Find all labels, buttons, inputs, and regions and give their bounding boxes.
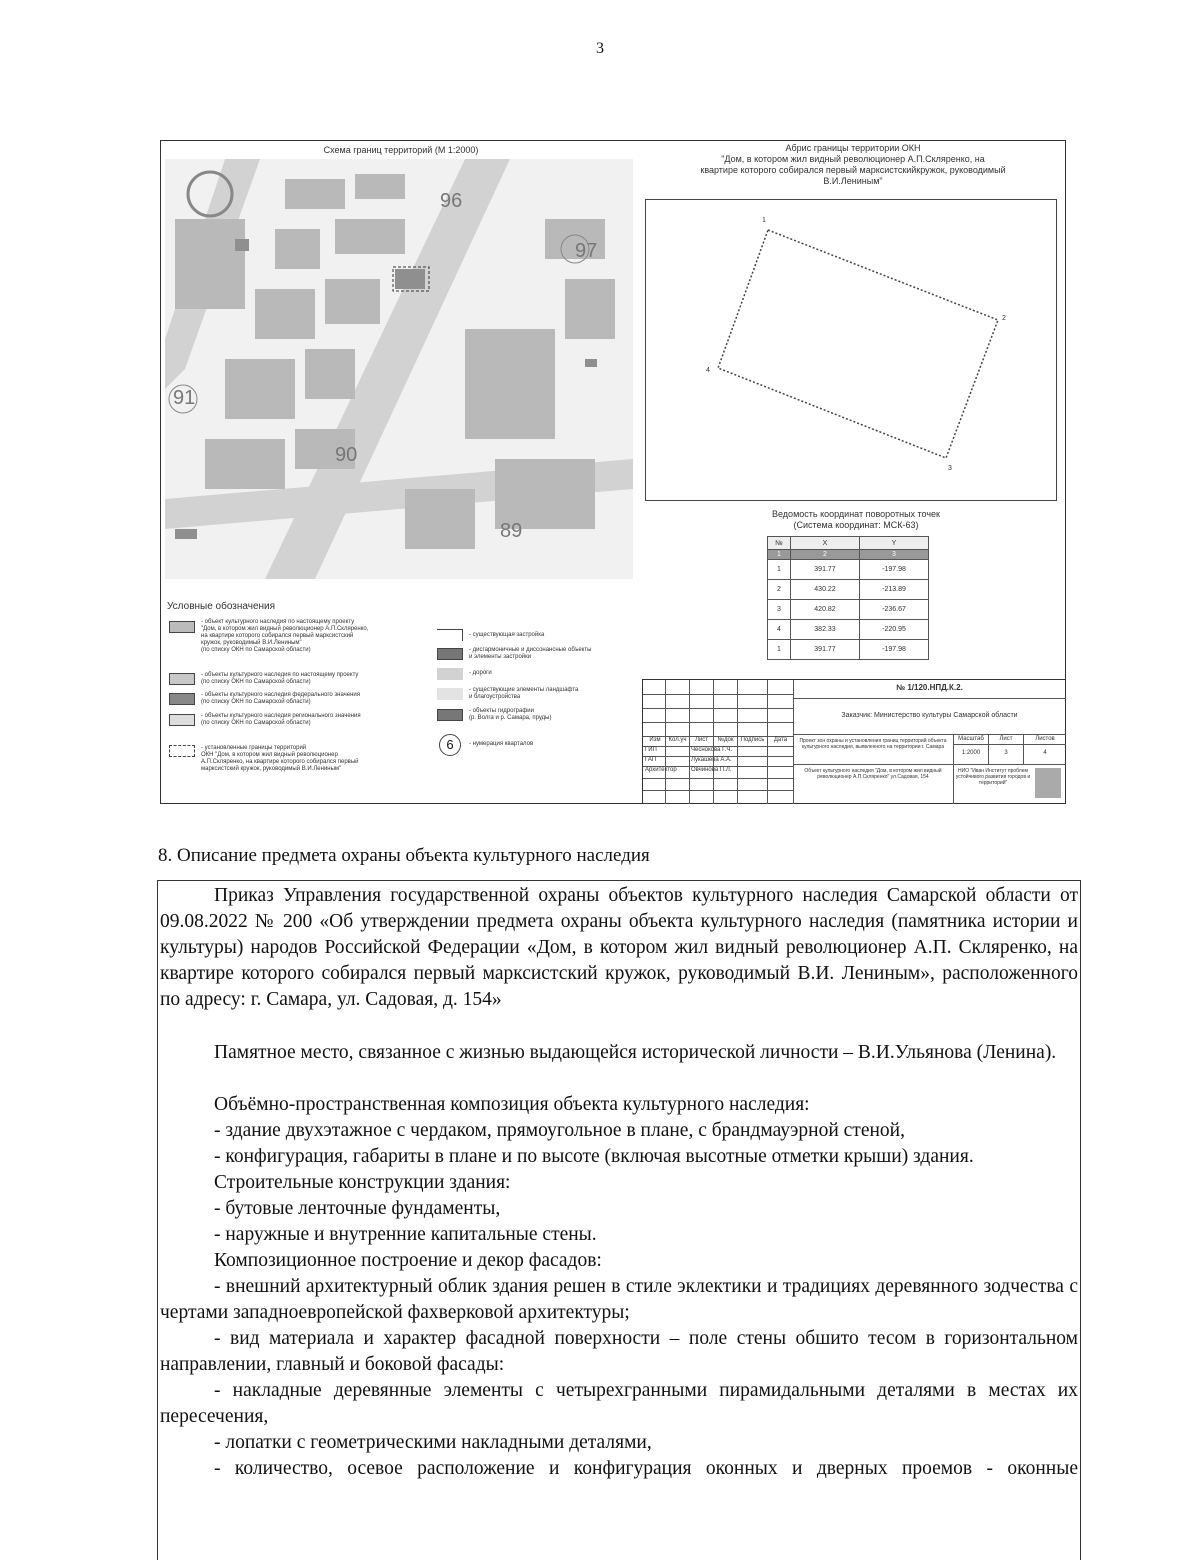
stamp-role: ГАП — [645, 757, 657, 763]
stamp-scale-label: Листов — [1035, 736, 1055, 742]
coords-title: Ведомость координат поворотных точек (Система координат: МСК-63) — [772, 509, 940, 530]
list-item: - бутовые ленточные фундаменты, — [214, 1198, 501, 1219]
coords-cell: 4 — [768, 620, 791, 640]
list-item: - вид материала и характер фасадной поверхности – поле стены обшито тесом в горизонтальном направлении, главный и боковой фасады: — [160, 1328, 1078, 1375]
map-label-90: 90 — [335, 444, 358, 466]
legend-swatch — [437, 668, 463, 680]
org-logo-icon — [1035, 768, 1061, 798]
coords-cell: -213.89 — [860, 580, 929, 600]
coords-colnum-cell: 1 — [768, 550, 791, 560]
legend-item: - дороги — [469, 670, 492, 676]
legend-item: - существующая застройка — [469, 632, 545, 638]
coords-cell: 420.82 — [791, 600, 860, 620]
stamp-col-header: Кол.уч — [668, 737, 687, 743]
point-label-4: 4 — [706, 367, 710, 374]
legend-item: - объекты культурного наследия федерального значения (по списку ОКН по Самарской области) — [201, 692, 361, 705]
coords-row — [768, 640, 929, 660]
boundary-polygon — [646, 200, 1056, 500]
coords-header-cell: Y — [860, 537, 929, 550]
coords-colnum-cell: 2 — [791, 550, 860, 560]
stamp-role: Архитектор — [645, 767, 677, 773]
list-item: - конфигурация, габариты в плане и по высоте (включая высотные отметки крыши) здания. — [214, 1146, 974, 1167]
order-paragraph: Приказ Управления государственной охраны объектов культурного наследия Самарской области от 09.08.2022 № 200 «Об утверждении предмета охраны объекта культурного наследия (памятника истории и культуры) народов Российской Федерации «Дом, в котором жил видный революционер А.П. Скляренко, на квартире которого собирался первый марксистский кружок, руководимый В.И. Лениным», расположенного по адресу: г. Самара, ул. Садовая, д. 154» — [160, 885, 1078, 1010]
stamp-org: НИО "Иван Институт проблем устойчивого развития городов и территорий" — [955, 768, 1031, 786]
coords-row — [768, 620, 929, 640]
stamp-col-header: Лист — [694, 737, 709, 743]
legend-swatch — [169, 745, 195, 757]
legend-swatch — [169, 714, 195, 726]
facade-heading: Композиционное построение и декор фасадов: — [214, 1250, 602, 1271]
legend-item: - существующие элементы ландшафта и благоустройства — [469, 687, 579, 700]
stamp-scale-value: 4 — [1043, 750, 1047, 756]
section-heading: 8. Описание предмета охраны объекта культурного наследия — [158, 845, 650, 866]
coords-cell: -220.95 — [860, 620, 929, 640]
stamp-customer: Заказчик: Министерство культуры Самарской области — [841, 712, 1018, 719]
legend-item: - объект культурного наследия по настоящему проекту "Дом, в котором жил видный революционер А.П.Скляренко, на квартире которого собирался первый марксистский кружок, руководимый В.И.Лениным" (по списку ОКН по Самарской области) — [201, 619, 369, 653]
legend-swatch — [169, 621, 195, 633]
legend-swatch — [437, 688, 463, 700]
map-label-89: 89 — [500, 520, 523, 542]
coords-cell: 430.22 — [791, 580, 860, 600]
coords-cell: 391.77 — [791, 560, 860, 580]
list-item: - внешний архитектурный облик здания решен в стиле эклектики и традициях деревянного зодчества с чертами западноевропейской фахверковой архитектуры; — [160, 1276, 1078, 1323]
memorial-paragraph: Памятное место, связанное с жизнью выдающейся исторической личности – В.И.Ульянова (Ленина). — [214, 1042, 1057, 1063]
stamp-col-header: Подпись — [740, 737, 765, 743]
list-item: - здание двухэтажное с чердаком, прямоугольное в плане, с брандмауэрной стеной, — [214, 1120, 905, 1141]
structures-heading: Строительные конструкции здания: — [214, 1172, 511, 1193]
page-number: 3 — [596, 40, 604, 57]
coords-row — [768, 580, 929, 600]
list-item: - накладные деревянные элементы с четырехгранными пирамидальными деталями в местах их пересечения, — [160, 1380, 1078, 1427]
stamp-person: Чеснокова Г.Ч. — [691, 747, 732, 753]
abris-plan — [645, 199, 1057, 501]
coords-cell: 1 — [768, 560, 791, 580]
point-label-1: 1 — [762, 217, 766, 224]
coords-cell: 3 — [768, 600, 791, 620]
coords-cell: 382.33 — [791, 620, 860, 640]
coords-cell: 2 — [768, 580, 791, 600]
map-label-97: 97 — [575, 240, 598, 262]
stamp-scale-value: 3 — [1004, 750, 1008, 756]
legend-swatch — [437, 629, 463, 641]
map-label-91: 91 — [173, 387, 196, 409]
composition-heading: Объёмно-пространственная композиция объекта культурного наследия: — [214, 1094, 810, 1115]
legend-title: Условные обозначения — [167, 601, 276, 612]
coords-cell: 1 — [768, 640, 791, 660]
coords-table — [767, 536, 929, 660]
site-map — [165, 159, 633, 579]
legend-item: - объекты гидрографии (р. Волга и р. Самара, пруды) — [469, 708, 552, 721]
stamp-col-header: Изм — [649, 737, 661, 743]
legend-swatch — [437, 648, 463, 660]
legend-item: - объекты культурного наследия по настоящему проекту (по списку ОКН по Самарской области) — [201, 672, 359, 685]
stamp-scale-label: Лист — [999, 736, 1013, 742]
stamp-object-desc: Объект культурного наследия "Дом, в котором жил видный революционер А.П.Скляренко" ул.Садовая, 154 — [804, 768, 942, 780]
stamp-scale-label: Масштаб — [958, 736, 984, 742]
coords-cell: -197.98 — [860, 640, 929, 660]
stamp-role: ГИП — [645, 747, 657, 753]
coords-cell: 391.77 — [791, 640, 860, 660]
list-item: - количество, осевое расположение и конфигурация оконных и дверных проемов - оконные — [214, 1458, 1078, 1479]
stamp-doc-code: № 1/120.НПД.К.2. — [896, 683, 963, 692]
coords-cell: -236.67 — [860, 600, 929, 620]
list-item: - лопатки с геометрическими накладными деталями, — [214, 1432, 652, 1453]
site-map-drawing — [165, 159, 633, 579]
coords-colnum-cell: 3 — [860, 550, 929, 560]
coords-row — [768, 600, 929, 620]
point-label-2: 2 — [1002, 315, 1006, 322]
legend-item: - дисгармоничные и диссонансные объекты и элементы застройки — [469, 647, 592, 660]
coords-header-cell: X — [791, 537, 860, 550]
map-title: Схема границ территорий (М 1:2000) — [323, 145, 479, 155]
legend-item: - нумерация кварталов — [469, 741, 534, 747]
title-block — [642, 679, 1066, 804]
legend-swatch — [169, 693, 195, 705]
legend-item: - объекты культурного наследия регионального значения (по списку ОКН по Самарской области) — [201, 713, 361, 726]
abris-title: Абрис границы территории ОКН "Дом, в котором жил видный революционер А.П.Скляренко, на квартире которого собирался первый марксистскийкружок, руководимый В.И.Лениным" — [700, 143, 1006, 186]
stamp-project-desc: Проект зон охраны и установления границ территорий объекта культурного наследия, выявленного на территории г. Самара — [799, 738, 947, 750]
map-label-96: 96 — [440, 190, 463, 212]
stamp-person: Овчинова П.Л. — [691, 767, 732, 773]
legend-swatch — [169, 673, 195, 685]
stamp-col-header: Дата — [773, 737, 788, 743]
coords-cell: -197.98 — [860, 560, 929, 580]
list-item: - наружные и внутренние капитальные стены. — [214, 1224, 597, 1245]
legend-swatch — [437, 709, 463, 721]
stamp-person: Лукашева А.А. — [691, 757, 732, 763]
coords-header-cell: № — [768, 537, 791, 550]
quarter-number-icon: 6 — [439, 734, 461, 756]
drawing-sheet — [160, 140, 1066, 804]
point-label-3: 3 — [948, 465, 952, 472]
stamp-col-header: №док — [717, 737, 734, 743]
coords-row — [768, 560, 929, 580]
stamp-scale-value: 1:2000 — [961, 750, 981, 756]
legend-item: - установленные границы территорий ОКН "Дом, в котором жил видный революционер А.П.Скляренко, на квартире которого собирался первый марксистский кружок, руководимый В.И.Лениным" — [201, 745, 359, 772]
